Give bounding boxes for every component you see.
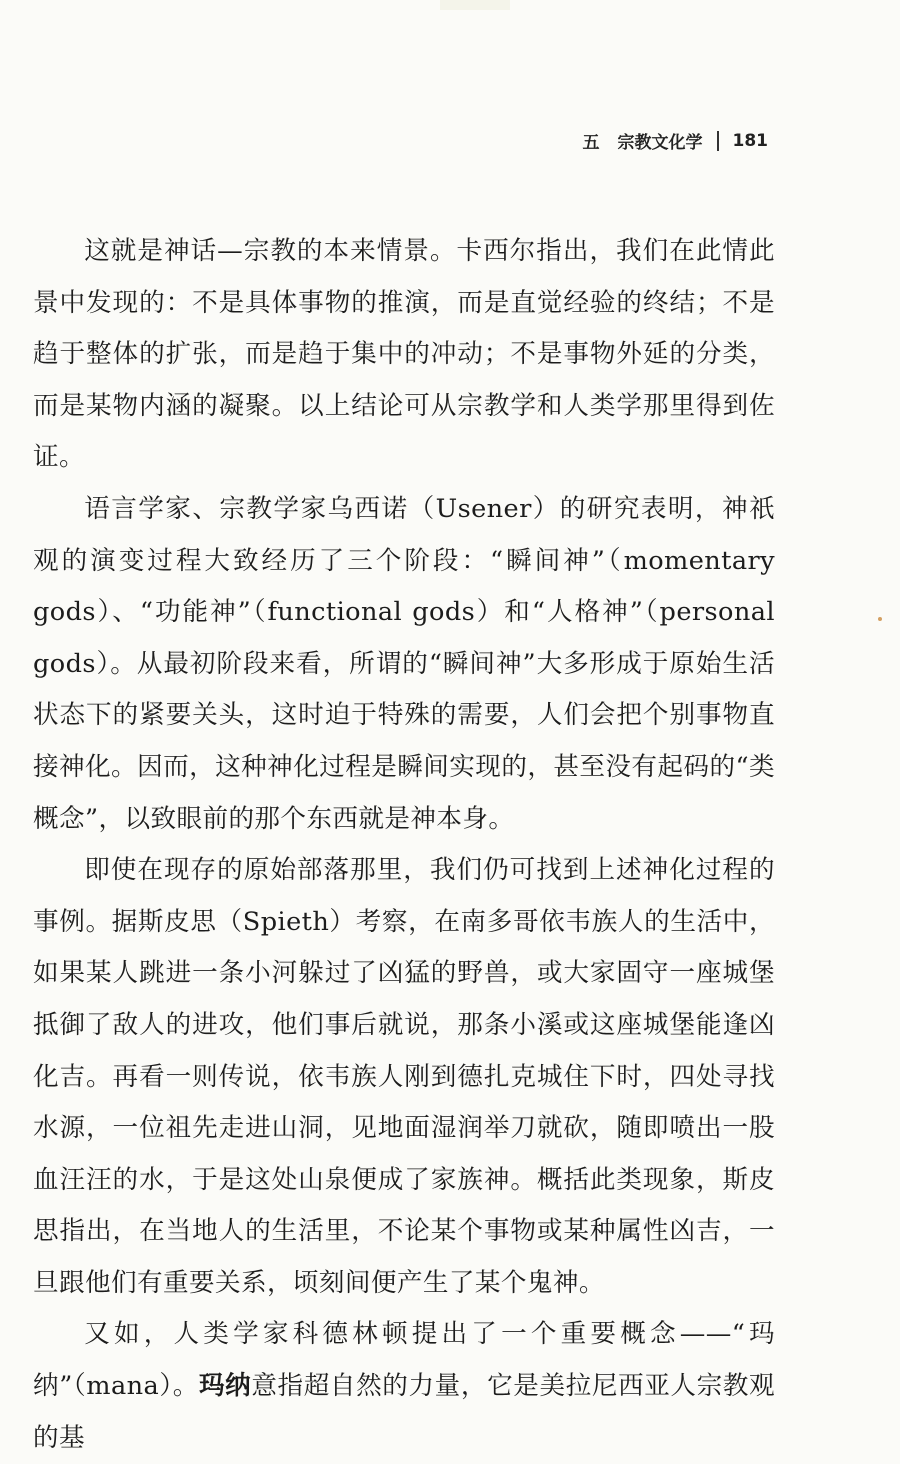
chapter-number: 五 (582, 133, 600, 153)
body-text (33, 226, 775, 1464)
bold-term-mana: 玛纳 (198, 1371, 252, 1402)
header-divider (717, 131, 719, 151)
paragraph-4-tail: 意指超自然的力量，它是美拉尼西亚人宗教观的基 (33, 1371, 775, 1453)
paragraph-1: 这就是神话—宗教的本来情景。卡西尔指出，我们在此情此景中发现的：不是具体事物的推演，而是直觉经验的终结；不是趋于整体的扩张，而是趋于集中的冲动；不是事物外延的分类，而是某物内涵的凝聚。以上结论可从宗教学和人类学那里得到佐证。 (33, 236, 775, 473)
running-header (583, 128, 769, 153)
paragraph-4-lead: 又如，人类学家科德林顿提出了一个重要概念——“玛纳”（mana）。 (33, 1319, 775, 1402)
paragraph-3: 即使在现存的原始部落那里，我们仍可找到上述神化过程的事例。据斯皮思（Spieth）考察，在南多哥依韦族人的生活中，如果某人跳进一条小河躲过了凶猛的野兽，或大家固守一座城堡抵御了敌人的进攻，他们事后就说，那条小溪或这座城堡能逢凶化吉。再看一则传说，依韦族人刚到德扎克城住下时，四处寻找水源，一位祖先走进山洞，见地面湿润举刀就砍，随即喷出一股血汪汪的水，于是这处山泉便成了家族神。概括此类现象，斯皮思指出，在当地人的生活里，不论某个事物或某种属性凶吉，一旦跟他们有重要关系，顷刻间便产生了某个鬼神。 (33, 855, 775, 1298)
paper-speck (878, 617, 882, 621)
paragraph-4 (33, 1309, 775, 1464)
bleed-through-mark (440, 0, 510, 10)
paragraph-2: 语言学家、宗教学家乌西诺（Usener）的研究表明，神祇观的演变过程大致经历了三个阶段：“瞬间神”（momentary gods）、“功能神”（functional gods）和“人格神”（personal gods）。从最初阶段来看，所谓的“瞬间神”大多形成于原始生活状态下的紧要关头，这时迫于特殊的需要，人们会把个别事物直接神化。因而，这种神化过程是瞬间实现的，甚至没有起码的“类概念”，以致眼前的那个东西就是神本身。 (33, 493, 775, 834)
chapter-title: 宗教文化学 (617, 133, 703, 153)
page-number: 181 (732, 130, 768, 151)
